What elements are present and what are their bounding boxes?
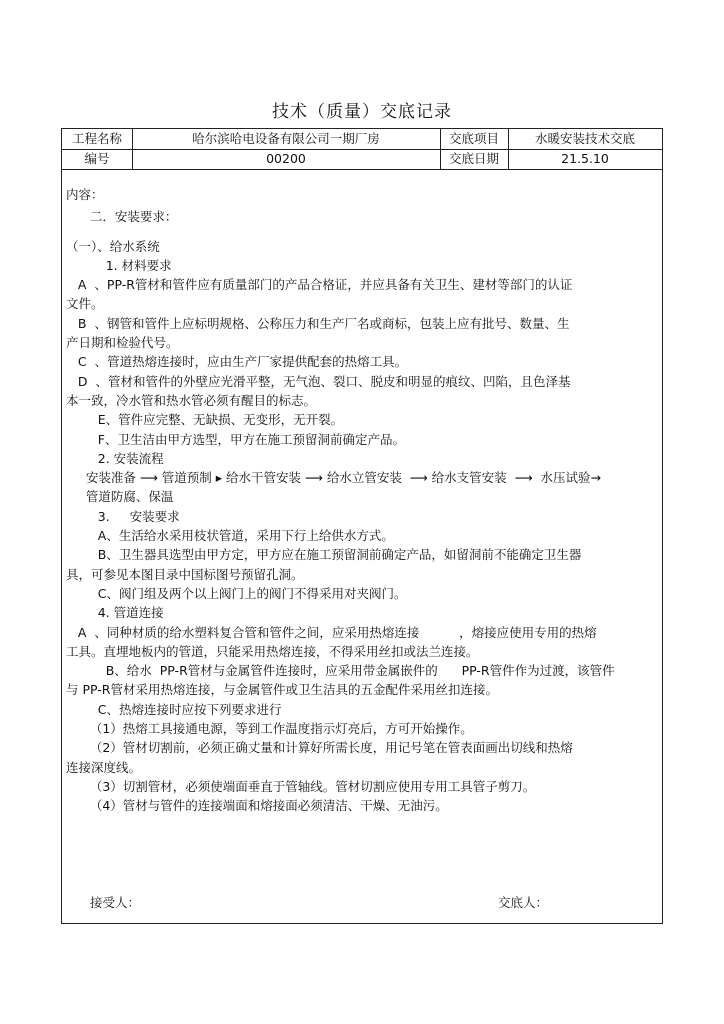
content-line: B 、钢管和管件上应标明规格、公称压力和生产厂名或商标，包装上应有批号、数量、生 (66, 315, 570, 331)
date-label: 交底日期 (448, 151, 499, 166)
item-value: 水暖安装技术交底 (534, 131, 635, 146)
content-line: B、卫生器具选型由甲方定，甲方应在施工预留洞前确定产品，如留洞前不能确定卫生器 (66, 547, 582, 563)
content-line: E、管件应完整、无缺损、无变形，无开裂。 (66, 412, 344, 428)
record-table (61, 128, 663, 924)
content-line: 二．安装要求： (66, 209, 178, 225)
content-line: 4. 管道连接 (66, 605, 164, 621)
content-line: C、热熔连接时应按下列要求进行 (66, 701, 282, 717)
header-divider (62, 169, 662, 170)
content-line: （一）、给水系统 (66, 238, 160, 254)
content-line: A 、同种材质的给水塑料复合管和管件之间，应采用热熔连接 ，熔接应使用专用的热熔 (66, 624, 597, 640)
content-line: 管道防腐、保温 (66, 489, 174, 505)
content-line: D 、管材和管件的外壁应光滑平整，无气泡、裂口、脱皮和明显的痕纹、凹陷，且色泽基 (66, 373, 571, 389)
content-line: B、给水 PP-R管材与金属管件连接时，应采用带金属嵌件的 PP-R管件作为过渡，该管件 (66, 663, 615, 679)
content-line: 与 PP-R管材采用热熔连接，与金属管件或卫生洁具的五金配件采用丝扣连接。 (66, 682, 498, 698)
process-flow: 安装准备 ⟶ 管道预制 ▸ 给水干管安装 ⟶ 给水立管安装 ⟶ 给水支管安装 ⟶ 水压试验→ (66, 470, 601, 486)
content-line: （2）管材切割前，必须正确丈量和计算好所需长度，用记号笔在管表面画出切线和热熔 (66, 740, 573, 756)
content-line: （1）热熔工具接通电源，等到工作温度指示灯亮后，方可开始操作。 (66, 721, 473, 737)
content-line: 3. 安装要求 (66, 508, 180, 524)
content-line: F、卫生洁由甲方选型，甲方在施工预留洞前确定产品。 (66, 431, 405, 447)
content-line: A 、PP-R管材和管件应有质量部门的产品合格证，并应具备有关卫生、建材等部门的认证 (66, 277, 573, 293)
content-line: A、生活给水采用枝状管道，采用下行上给供水方式。 (66, 528, 394, 544)
project-name-label: 工程名称 (71, 131, 122, 146)
content-line: 具，可参见本图目录中国标图号预留孔洞。 (66, 566, 304, 582)
number-value: 00200 (266, 151, 306, 166)
content-line: （3）切割管材，必须使端面垂直于管轴线。管材切割应使用专用工具管子剪刀。 (66, 778, 536, 794)
content-line: 本一致，冷水管和热水管必须有醒目的标志。 (66, 392, 317, 408)
content-line: 连接深度线。 (66, 759, 142, 775)
project-name-value: 哈尔滨哈电设备有限公司一期厂房 (192, 131, 380, 146)
content-line: 产日期和检验代号。 (66, 335, 179, 351)
content-line: C 、管道热熔连接时，应由生产厂家提供配套的热熔工具。 (66, 354, 408, 370)
content-line: 1. 材料要求 (66, 257, 172, 273)
number-label: 编号 (84, 151, 110, 166)
date-value: 21.5.10 (561, 151, 609, 166)
content-body (66, 185, 658, 816)
document-title: 技术（质量）交底记录 (272, 102, 452, 122)
content-line: （4）管材与管件的连接端面和熔接面必须清洁、干燥、无油污。 (66, 798, 448, 814)
receiver-label: 接受人： (90, 895, 141, 910)
content-line: 工具。直埋地板内的管道，只能采用热熔连接，不得采用丝扣或法兰连接。 (66, 643, 479, 659)
content-line: 内容： (66, 187, 104, 202)
content-line: 2. 安装流程 (66, 450, 164, 466)
presenter-label: 交底人： (498, 895, 549, 910)
content-line: 文件。 (66, 296, 104, 312)
item-label: 交底项目 (448, 131, 499, 146)
content-line: C、阀门组及两个以上阀门上的阀门不得采用对夹阀门。 (66, 585, 407, 601)
